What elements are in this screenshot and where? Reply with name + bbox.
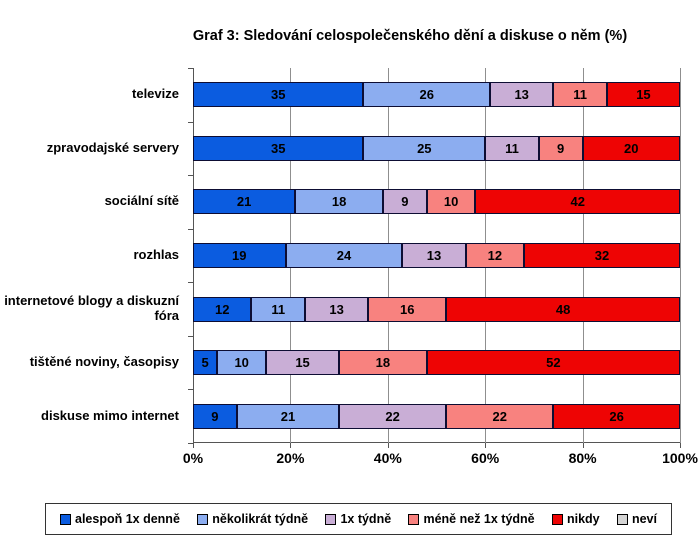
bar-segment: 13	[305, 297, 368, 322]
x-axis-tick-labels	[182, 450, 698, 470]
bar-segment: 13	[490, 82, 553, 107]
bar-segment: 10	[217, 350, 266, 375]
bar-segment: 32	[524, 243, 680, 268]
x-axis-tick-label: 100%	[662, 450, 698, 466]
y-axis-tick	[188, 175, 193, 176]
y-axis-tick	[188, 122, 193, 123]
x-axis-tick-label: 0%	[182, 450, 204, 466]
legend-label: 1x týdně	[340, 512, 392, 526]
legend-label: neví	[631, 512, 657, 526]
bar-segment: 26	[553, 404, 680, 429]
bar-segment: 22	[446, 404, 553, 429]
bar-segment: 9	[539, 136, 583, 161]
category-label: zpravodajské servery	[46, 139, 179, 155]
bar-segment: 15	[607, 82, 680, 107]
bar-segment: 10	[427, 189, 476, 214]
y-axis-tick	[188, 68, 193, 69]
legend-label: méně než 1x týdně	[423, 512, 535, 526]
category-label: rozhlas	[133, 247, 179, 263]
legend	[45, 503, 672, 535]
legend-item	[197, 512, 308, 526]
x-axis-tick-label: 20%	[276, 450, 305, 466]
legend-item	[408, 512, 534, 526]
category-label: diskuse mimo internet	[41, 407, 179, 423]
legend-swatch-icon	[408, 514, 419, 525]
x-axis-tick	[485, 443, 486, 448]
legend-swatch-icon	[60, 514, 71, 525]
bar-row	[193, 136, 680, 161]
category-label: sociální sítě	[104, 193, 179, 209]
legend-label: alespoň 1x denně	[75, 512, 180, 526]
bar-segment: 18	[295, 189, 383, 214]
chart-title: Graf 3: Sledování celospolečenského dění a diskuse o něm (%)	[192, 28, 628, 44]
bar-row	[193, 189, 680, 214]
legend-item	[552, 512, 600, 526]
bar-segment: 22	[339, 404, 446, 429]
gridline	[680, 68, 681, 443]
bar-segment: 18	[339, 350, 427, 375]
x-axis-tick	[193, 443, 194, 448]
bar-row	[193, 82, 680, 107]
bar-segment: 24	[286, 243, 403, 268]
bar-segment: 5	[193, 350, 217, 375]
bar-row	[193, 404, 680, 429]
category-label: internetové blogy a diskuzní fóra	[4, 293, 179, 324]
bar-row	[193, 350, 680, 375]
bar-segment: 12	[193, 297, 251, 322]
y-axis-tick	[188, 282, 193, 283]
bar-segment: 20	[583, 136, 680, 161]
legend-item	[60, 512, 180, 526]
category-axis-labels	[0, 68, 186, 443]
y-axis-tick	[188, 443, 193, 444]
plot-area	[193, 68, 680, 443]
bar-row	[193, 297, 680, 322]
bar-segment: 21	[193, 189, 295, 214]
bar-segment: 35	[193, 82, 363, 107]
bar-segment: 9	[383, 189, 427, 214]
bar-segment: 25	[363, 136, 485, 161]
y-axis-tick	[188, 229, 193, 230]
legend-swatch-icon	[617, 514, 628, 525]
bar-segment: 26	[363, 82, 490, 107]
legend-label: několikrát týdně	[212, 512, 309, 526]
bar-segment: 35	[193, 136, 363, 161]
bar-segment: 13	[402, 243, 465, 268]
x-axis-tick-label: 40%	[373, 450, 402, 466]
y-axis-tick	[188, 389, 193, 390]
bar-segment: 48	[446, 297, 680, 322]
bar-segment: 11	[553, 82, 607, 107]
legend-item	[617, 512, 657, 526]
legend-label: nikdy	[566, 512, 600, 526]
x-axis-tick	[583, 443, 584, 448]
legend-item	[325, 512, 391, 526]
bar-row	[193, 243, 680, 268]
bar-segment: 19	[193, 243, 286, 268]
x-axis-tick	[388, 443, 389, 448]
x-axis-line	[193, 442, 680, 443]
category-label: televize	[132, 86, 179, 102]
legend-swatch-icon	[552, 514, 563, 525]
bar-segment: 52	[427, 350, 680, 375]
legend-swatch-icon	[197, 514, 208, 525]
bar-segment: 9	[193, 404, 237, 429]
category-label: tištěné noviny, časopisy	[29, 354, 179, 370]
bar-segment: 16	[368, 297, 446, 322]
bar-segment: 12	[466, 243, 524, 268]
bar-segment: 21	[237, 404, 339, 429]
bar-segment: 11	[485, 136, 539, 161]
x-axis-tick	[290, 443, 291, 448]
legend-swatch-icon	[325, 514, 336, 525]
bar-segment: 15	[266, 350, 339, 375]
x-axis-tick-label: 80%	[568, 450, 597, 466]
y-axis-tick	[188, 336, 193, 337]
x-axis-tick-label: 60%	[471, 450, 500, 466]
x-axis-tick	[680, 443, 681, 448]
bar-segment: 11	[251, 297, 305, 322]
bar-segment: 42	[475, 189, 680, 214]
